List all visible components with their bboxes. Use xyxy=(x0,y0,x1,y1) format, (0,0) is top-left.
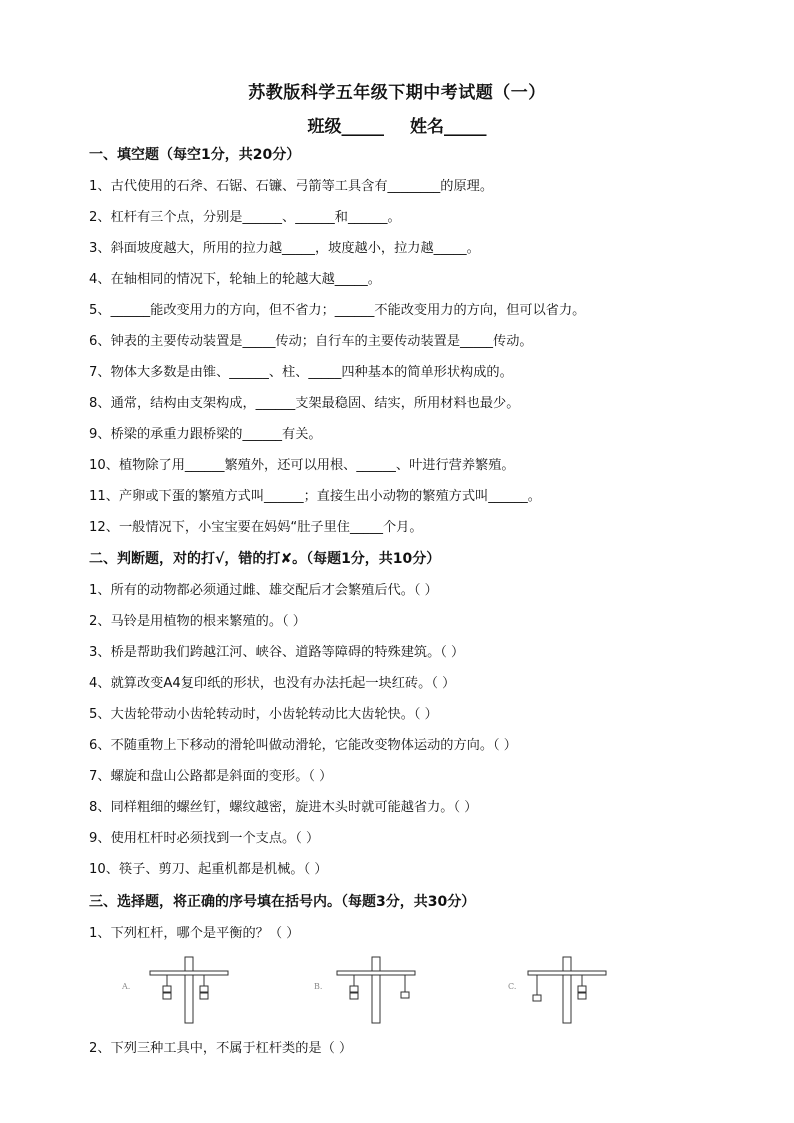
figure-label-b: B. xyxy=(314,982,323,991)
judge-item-5: 5、大齿轮带动小齿轮转动时，小齿轮转动比大齿轮快。（ ） xyxy=(89,707,438,722)
section2-heading: 二、判断题，对的打√，错的打✘。（每题1分，共10分） xyxy=(89,551,441,567)
lever-figures xyxy=(0,952,794,1032)
judge-item-9: 9、使用杠杆时必须找到一个支点。（ ） xyxy=(89,831,320,846)
fill-item-1: 1、古代使用的石斧、石锯、石镰、弓箭等工具含有________的原理。 xyxy=(89,179,494,194)
fill-item-3: 3、斜面坡度越大，所用的拉力越_____，坡度越小，拉力越_____。 xyxy=(89,241,480,256)
fill-item-11: 11、产卵或下蛋的繁殖方式叫______；直接生出小动物的繁殖方式叫______。 xyxy=(89,489,541,504)
judge-item-1: 1、所有的动物都必须通过雌、雄交配后才会繁殖后代。（ ） xyxy=(89,583,438,598)
fill-item-8: 8、通常，结构由支架构成，______支架最稳固、结实，所用材料也最少。 xyxy=(89,396,520,411)
judge-item-4: 4、就算改变A4复印纸的形状，也没有办法托起一块红砖。（ ） xyxy=(89,676,456,691)
fill-item-4: 4、在轴相同的情况下，轮轴上的轮越大越_____。 xyxy=(89,272,381,287)
class-name-line xyxy=(0,112,794,137)
judge-item-2: 2、马铃是用植物的根来繁殖的。（ ） xyxy=(89,614,306,629)
judge-item-7: 7、螺旋和盘山公路都是斜面的变形。（ ） xyxy=(89,769,333,784)
fill-item-12: 12、一般情况下，小宝宝要在妈妈“肚子里住_____个月。 xyxy=(89,520,423,535)
fill-item-7: 7、物体大多数是由锥、______、柱、_____四种基本的简单形状构成的。 xyxy=(89,365,513,380)
fill-item-10: 10、植物除了用______繁殖外，还可以用根、______、叶进行营养繁殖。 xyxy=(89,458,515,473)
lever-figure-c xyxy=(508,957,606,1023)
fill-item-2: 2、杠杆有三个点，分别是______、______和______。 xyxy=(89,210,401,225)
class-label: 班级_____ xyxy=(307,117,384,137)
name-label: 姓名_____ xyxy=(410,117,487,137)
fill-item-9: 9、桥梁的承重力跟桥梁的______有关。 xyxy=(89,427,322,442)
judge-item-6: 6、不随重物上下移动的滑轮叫做动滑轮，它能改变物体运动的方向。（ ） xyxy=(89,738,517,753)
lever-figure-a xyxy=(121,957,228,1023)
judge-item-10: 10、筷子、剪刀、起重机都是机械。（ ） xyxy=(89,862,328,877)
lever-figure-b xyxy=(314,957,415,1023)
figure-label-a: A. xyxy=(122,982,131,991)
judge-item-3: 3、桥是帮助我们跨越江河、峡谷、道路等障碍的特殊建筑。（ ） xyxy=(89,645,465,660)
judge-item-8: 8、同样粗细的螺丝钉，螺纹越密，旋进木头时就可能越省力。（ ） xyxy=(89,800,478,815)
choice-item-1: 1、下列杠杆，哪个是平衡的？（ ） xyxy=(89,926,300,941)
choice-item-2: 2、下列三种工具中，不属于杠杆类的是（ ） xyxy=(89,1041,353,1056)
page-title: 苏教版科学五年级下期中考试题（一） xyxy=(248,83,546,103)
section1-heading: 一、填空题（每空1分，共20分） xyxy=(89,147,301,163)
fill-item-5: 5、______能改变用力的方向，但不省力；______不能改变用力的方向，但可以省力。 xyxy=(89,303,586,318)
fill-item-6: 6、钟表的主要传动装置是_____传动；自行车的主要传动装置是_____传动。 xyxy=(89,334,533,349)
section3-heading: 三、选择题，将正确的序号填在括号内。（每题3分，共30分） xyxy=(89,894,476,910)
figure-label-c: C. xyxy=(508,982,517,991)
